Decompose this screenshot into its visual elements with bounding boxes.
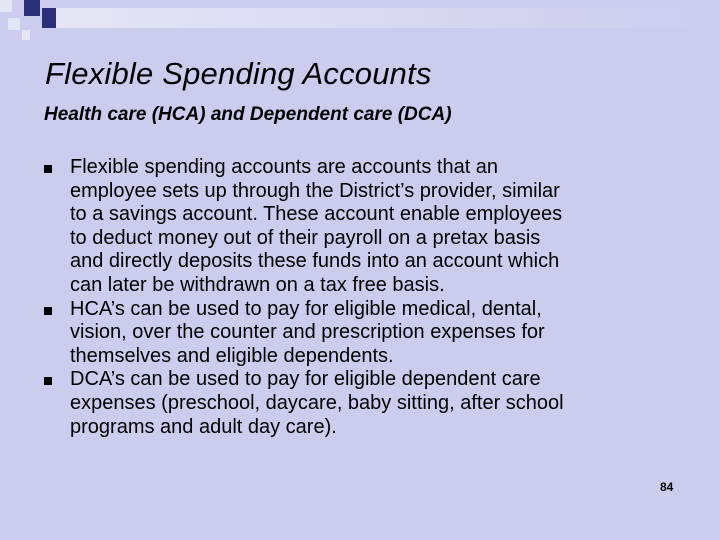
bullet-text: Flexible spending accounts are accounts that an employee sets up through the District’s provider, similar to a savings account. These account enable employees to deduct money out of their payroll on a pretax basis and directly deposits these funds into an account which can later be withdrawn on a tax free basis. [70,156,563,296]
bullet-text: DCA’s can be used to pay for eligible dependent care expenses (preschool, daycare, baby sitting, after school programs and adult day care). [70,368,564,438]
bullet-item-fsa-definition [44,156,704,298]
page-number: 84 [660,480,674,494]
square-bullet-icon [44,307,52,315]
bullet-text: HCA’s can be used to pay for eligible medical, dental, vision, over the counter and prescription expenses for themselves and eligible dependents. [70,297,545,367]
bullet-list [44,156,704,439]
header-decoration [0,0,720,50]
bullet-item-hca [44,298,704,369]
square-bullet-icon [44,377,52,385]
bullet-item-dca [44,368,704,439]
slide-subtitle: Health care (HCA) and Dependent care (DCA) [44,104,452,125]
slide-title: Flexible Spending Accounts [45,56,432,91]
square-bullet-icon [44,165,52,173]
